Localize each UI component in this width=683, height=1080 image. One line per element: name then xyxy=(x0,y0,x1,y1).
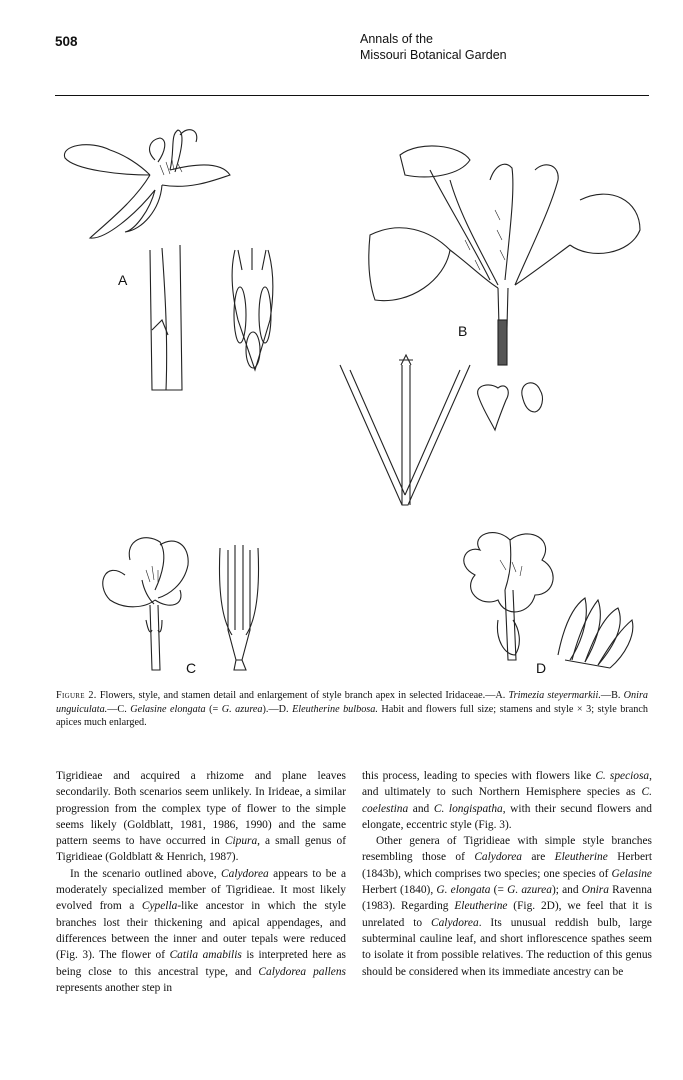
taxon-name: Gelasine xyxy=(611,867,652,880)
paragraph-text: this process, leading to species with flowers like xyxy=(362,770,596,782)
taxon-name: C. speciosa xyxy=(595,770,650,782)
journal-title-line-1: Annals of the xyxy=(360,32,433,46)
paragraph-text: Tigridieae and acquired a rhizome and plane leaves secondarily. Both scenarios seem unlikely. In Irideae, a similar progression from the complex type of flower to the simple seems likely (Goldblatt, 1981, 1986, 1990) and the same pattern seems to have occurred in xyxy=(56,770,346,848)
paragraph xyxy=(56,866,346,996)
taxon-name: C. coelestina xyxy=(362,786,652,815)
figure-caption xyxy=(56,689,648,730)
taxon-name: G. azurea xyxy=(507,884,552,897)
taxon-name: Catila amabilis xyxy=(169,949,242,962)
paragraph-text: and xyxy=(408,802,434,815)
paragraph xyxy=(362,833,652,980)
taxon-name: Cipura xyxy=(224,835,258,848)
paragraph-text: , a small genus of Tigridieae (Goldblatt & Henrich, 1987). xyxy=(56,835,347,864)
paragraph-text: are xyxy=(521,851,555,864)
figure-label-c: C xyxy=(186,660,197,676)
taxon-name: Calydorea xyxy=(474,851,522,864)
figure-label-a: A xyxy=(118,272,128,288)
figure-label-d: D xyxy=(536,660,547,676)
paragraph-text: represents another step in xyxy=(56,981,173,994)
paragraph-text: Herbert (1840), xyxy=(362,884,437,897)
taxon-name: G. elongata xyxy=(436,884,491,897)
style-b-drawing xyxy=(340,355,470,505)
figure-2-illustration xyxy=(50,120,650,680)
taxon-name: C. longispatha xyxy=(433,802,503,815)
flower-c-drawing xyxy=(103,538,188,670)
flower-a-drawing xyxy=(64,130,230,238)
paragraph-text: , and ultimately to such Northern Hemisphere species as xyxy=(362,770,652,799)
header-rule xyxy=(55,95,649,96)
caption-text: —B. xyxy=(600,690,624,701)
taxon-name: Calydorea pallens xyxy=(258,965,346,978)
caption-text: Habit and flowers full size; stamens and style × 3; style branch apices much enlarged. xyxy=(56,703,648,729)
paragraph xyxy=(362,768,652,833)
paragraph-text: In the scenario outlined above, xyxy=(70,867,222,880)
taxon-name: Calydorea xyxy=(431,916,479,929)
paragraph-text: Herbert (1843b), which comprises two species; one species of xyxy=(362,851,652,880)
stamen-c-drawing xyxy=(220,545,259,670)
page-number: 508 xyxy=(55,34,78,49)
paragraph-text: . Its unusual reddish bulb, large subterminal cauline leaf, and short inflorescence spathes seem to isolate it from possible relatives. The reduction of this genus should be considered when its immediate ancestry can be xyxy=(362,916,652,978)
stamen-d-drawing xyxy=(558,598,633,668)
style-a-drawing xyxy=(150,245,182,390)
taxon-name: Cypella xyxy=(141,900,178,913)
taxon-name: Onira xyxy=(581,884,609,897)
paragraph-text: appears to be a moderately specialized member of Tigridieae. It most likely evolved from a xyxy=(56,867,346,913)
paragraph-text: , with their secund flowers and elongate, eccentric style (Fig. 3). xyxy=(362,802,652,831)
caption-taxon: G. azurea xyxy=(221,703,263,715)
caption-taxon: Eleutherine bulbosa. xyxy=(292,703,378,715)
body-column-right xyxy=(362,768,652,980)
paragraph-text: is interpreted here as being close to this ancestral type, and xyxy=(56,949,346,978)
paragraph-text: -like ancestor in which the style branches lost their thickening and apical appendages, and differences between the inner and outer tepals were reduced (Fig. 3). The flower of xyxy=(56,900,346,962)
paragraph-text: Other genera of Tigridieae with simple style branches resembling those of xyxy=(362,835,652,864)
paragraph xyxy=(56,768,346,866)
caption-text: ).—D. xyxy=(262,703,293,715)
taxon-name: Eleutherine xyxy=(554,851,608,864)
caption-text: Flowers, style, and stamen detail and enlargement of style branch apex in selected Iridaceae.—A. xyxy=(96,690,509,701)
figure-label-b: B xyxy=(458,323,468,339)
paragraph-text: ); and xyxy=(551,884,582,897)
stamen-a-drawing xyxy=(232,248,273,370)
flower-d-drawing xyxy=(464,533,553,660)
caption-text: —C. xyxy=(107,703,131,715)
caption-label: Figure 2. xyxy=(56,690,97,701)
paragraph-text: (Fig. 2D), we feel that it is unrelated to xyxy=(362,900,653,929)
body-column-left xyxy=(56,768,346,996)
journal-title xyxy=(360,31,507,63)
flower-b-drawing xyxy=(369,146,640,365)
caption-taxon: Onira unguiculata. xyxy=(56,690,648,715)
taxon-name: Eleutherine xyxy=(454,900,508,913)
caption-taxon: Trimezia steyermarkii. xyxy=(508,690,601,701)
paragraph-text: Ravenna (1983). Regarding xyxy=(362,884,652,913)
style-branch-apex-drawing xyxy=(478,383,543,430)
caption-text: (= xyxy=(205,703,222,715)
taxon-name: Calydorea xyxy=(221,867,269,880)
caption-taxon: Gelasine elongata xyxy=(130,703,206,715)
paragraph-text: (= xyxy=(490,884,508,897)
journal-title-line-2: Missouri Botanical Garden xyxy=(360,48,507,62)
